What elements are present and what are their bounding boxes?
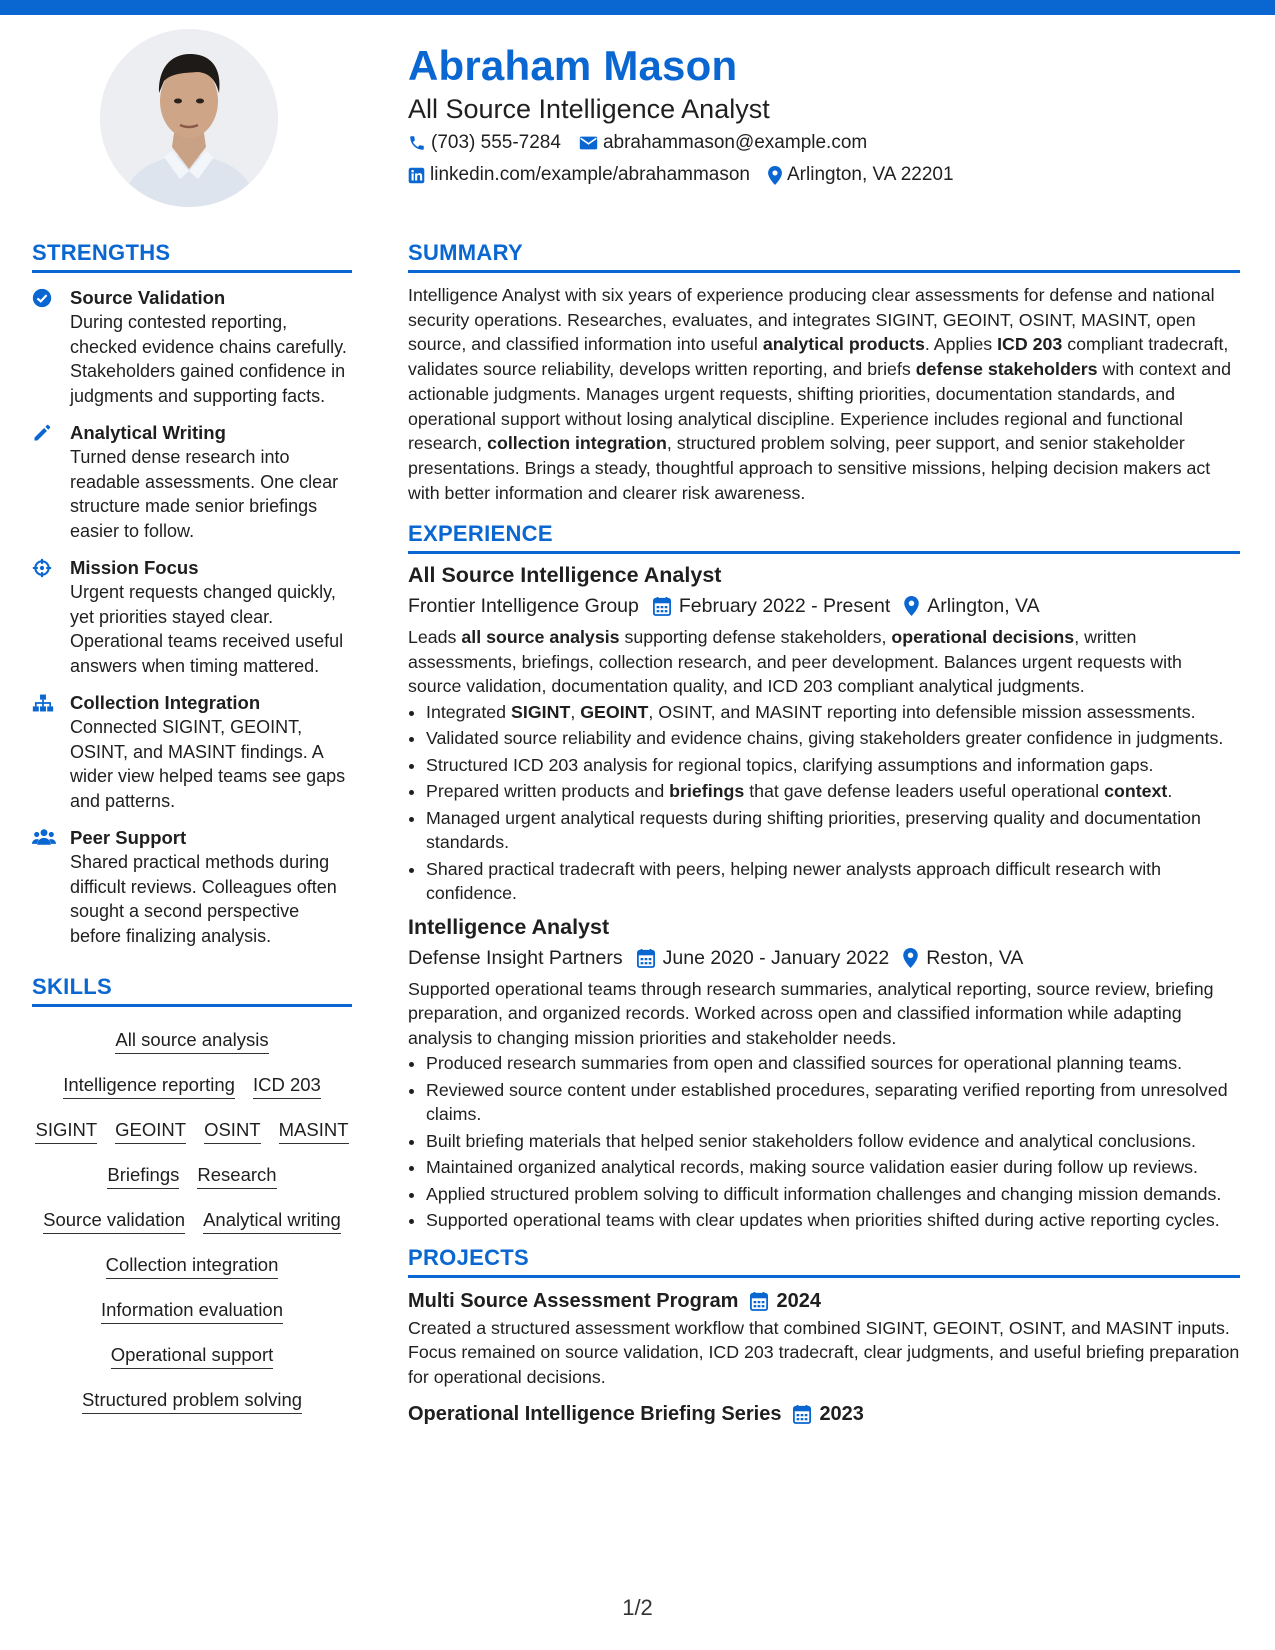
- project-year: 2024: [776, 1289, 821, 1312]
- bullet-item: [426, 1078, 1240, 1127]
- skill-tag: Intelligence reporting: [63, 1074, 235, 1099]
- skill-tag: Analytical writing: [203, 1209, 341, 1234]
- job-description: [408, 625, 1240, 699]
- projects-heading: PROJECTS: [408, 1243, 1240, 1278]
- users-icon: [32, 828, 56, 846]
- skill-tag: OSINT: [204, 1119, 261, 1144]
- text-run: , OSINT, and MASINT reporting into defensible mission assessments.: [648, 701, 1196, 722]
- skill-tag: Structured problem solving: [82, 1389, 302, 1414]
- skill-tag: ICD 203: [253, 1074, 321, 1099]
- skill-row: [32, 1109, 352, 1154]
- strength-item: [32, 285, 352, 408]
- strength-title: Source Validation: [70, 287, 226, 308]
- strength-title: Collection Integration: [70, 692, 261, 713]
- skill-row: [32, 1334, 352, 1379]
- bold-text: defense stakeholders: [915, 359, 1098, 380]
- calendar-icon: [637, 948, 655, 968]
- calendar-icon: [653, 596, 671, 616]
- header: [408, 40, 1238, 190]
- project-description: Created a structured assessment workflow that combined SIGINT, GEOINT, OSINT, and MASINT inputs. Focus remained on source validation, ICD 203 tradecraft, clear judgments, and useful briefing preparation for operational decisions.: [408, 1317, 1240, 1387]
- job-meta: [408, 943, 1240, 973]
- bold-text: context: [1104, 781, 1168, 802]
- text-run: Built briefing materials that helped senior stakeholders follow evidence and analytical conclusions.: [426, 1130, 1196, 1151]
- top-accent-bar: [0, 0, 1275, 15]
- job-title: All Source Intelligence Analyst: [408, 563, 722, 588]
- bullet-item: [426, 700, 1240, 725]
- bold-text: operational decisions: [891, 627, 1075, 648]
- bold-text: ICD 203: [997, 334, 1063, 355]
- bold-text: SIGINT: [511, 701, 571, 722]
- map-pin-icon: [768, 166, 782, 185]
- bullet-item: [426, 806, 1240, 855]
- bullet-item: [426, 1182, 1240, 1207]
- skill-tag: SIGINT: [35, 1119, 97, 1144]
- phone-text: (703) 555-7284: [431, 132, 561, 153]
- strength-desc: Connected SIGINT, GEOINT, OSINT, and MASINT findings. A wider view helped teams see gaps and patterns.: [70, 717, 346, 811]
- skill-row: [32, 1064, 352, 1109]
- strength-desc: Urgent requests changed quickly, yet priorities stayed clear. Operational teams received useful answers when timing mattered.: [70, 582, 344, 676]
- text-run: Supported operational teams through research summaries, analytical reporting, source review, briefing preparation, and organized records. Worked across open and classified information while adapting analysis to changing mission priorities and stakeholder needs.: [408, 978, 1214, 1048]
- job-dates: February 2022 - Present: [678, 595, 891, 618]
- sitemap-icon: [32, 693, 54, 713]
- strength-desc: During contested reporting, checked evidence chains carefully. Stakeholders gained confidence in judgments and supporting facts.: [70, 312, 347, 406]
- text-run: , structured problem solving, peer support, and senior stakeholder presentations. Brings a steady, thoughtful approach to sensitive missions, helping decision makers act with better information and clearer risk awareness.: [408, 433, 1211, 503]
- envelope-icon: [579, 135, 598, 151]
- skill-tag: Operational support: [111, 1344, 274, 1369]
- job-description: [408, 977, 1240, 1051]
- skills-list: [32, 1019, 352, 1424]
- text-run: Prepared written products and: [426, 781, 670, 802]
- phone-contact[interactable]: [408, 128, 561, 158]
- job-company: Defense Insight Partners: [408, 946, 623, 969]
- job-company: Frontier Intelligence Group: [408, 595, 639, 618]
- email-contact[interactable]: [579, 128, 867, 158]
- text-run: Maintained organized analytical records, making source validation easier during follow up reviews.: [426, 1157, 1198, 1178]
- summary-heading: SUMMARY: [408, 238, 1240, 273]
- text-run: Integrated: [426, 701, 512, 722]
- strength-title: Peer Support: [70, 827, 187, 848]
- candidate-title: All Source Intelligence Analyst: [408, 94, 770, 124]
- strength-item: [32, 420, 352, 543]
- strength-desc: Turned dense research into readable assessments. One clear structure made senior briefings easier to follow.: [70, 447, 339, 541]
- check-circle-icon: [32, 288, 52, 308]
- linkedin-text: linkedin.com/example/abrahammason: [430, 164, 750, 185]
- project-title: Multi Source Assessment Program: [408, 1289, 739, 1312]
- contact-row-2: [408, 160, 1238, 190]
- text-run: Intelligence Analyst with six years of experience producing clear assessments for defense and national security operations. Researches, evaluates, and integrates SIGINT, GEOINT, OSINT, MASINT, open source, and classified information into useful: [408, 285, 1215, 355]
- strength-item: [32, 555, 352, 678]
- text-run: Leads: [408, 627, 462, 648]
- project-entry: [408, 1286, 1240, 1390]
- text-run: Validated source reliability and evidence chains, giving stakeholders greater confidence in judgments.: [426, 728, 1224, 749]
- skill-tag: Source validation: [43, 1209, 185, 1234]
- job-dates: June 2020 - January 2022: [662, 946, 890, 969]
- text-run: ,: [570, 701, 581, 722]
- text-run: that gave defense leaders useful operational: [744, 781, 1105, 802]
- calendar-icon: [793, 1404, 811, 1424]
- job-title: Intelligence Analyst: [408, 914, 610, 939]
- email-text: abrahammason@example.com: [602, 132, 868, 153]
- text-run: Produced research summaries from open and classified sources for operational planning teams.: [426, 1053, 1183, 1074]
- skill-tag: Information evaluation: [101, 1299, 283, 1324]
- skill-tag: GEOINT: [115, 1119, 186, 1144]
- strength-title: Analytical Writing: [70, 422, 226, 443]
- bullet-item: [426, 726, 1240, 751]
- location-text: Arlington, VA 22201: [787, 164, 954, 185]
- page-number: 1/2: [622, 1595, 653, 1620]
- strength-title: Mission Focus: [70, 557, 199, 578]
- text-run: Applied structured problem solving to difficult information challenges and changing mission demands.: [426, 1183, 1222, 1204]
- bold-text: briefings: [669, 781, 745, 802]
- text-run: compliant tradecraft, validates source reliability, develops written reporting, and briefs: [408, 334, 1229, 380]
- job-entry: [408, 560, 1240, 906]
- text-run: with context and actionable judgments. Manages urgent requests, shifting priorities, documentation standards, and operational support without losing analytical discipline. Experience includes regional and functional research,: [408, 359, 1231, 454]
- summary-text: [408, 283, 1240, 505]
- profile-photo: [100, 29, 278, 207]
- linkedin-icon: [408, 167, 425, 184]
- bullet-item: [426, 1208, 1240, 1233]
- skill-row: [32, 1019, 352, 1064]
- skill-tag: Briefings: [107, 1164, 179, 1189]
- crosshair-icon: [32, 558, 52, 578]
- bullet-item: [426, 1155, 1240, 1180]
- text-run: . Applies: [924, 334, 998, 355]
- text-run: , written assessments, briefings, collection research, and peer development. Balances urgent requests with source validation, documentation quality, and ICD 203 compliant analytical judgments.: [408, 627, 1182, 697]
- job-location: Reston, VA: [926, 946, 1024, 969]
- text-run: Reviewed source content under established procedures, separating verified reporting from unresolved claims.: [426, 1079, 1228, 1125]
- skill-tag: Research: [197, 1164, 276, 1189]
- job-meta: [408, 591, 1240, 621]
- skills-heading: SKILLS: [32, 972, 352, 1007]
- bold-text: analytical products: [762, 334, 925, 355]
- job-bullets: [408, 1051, 1240, 1233]
- bold-text: collection integration: [487, 433, 667, 454]
- job-location: Arlington, VA: [927, 595, 1040, 618]
- right-column: [408, 238, 1240, 1429]
- project-title: Operational Intelligence Briefing Series: [408, 1403, 782, 1426]
- text-run: .: [1167, 781, 1173, 802]
- map-pin-icon: [903, 948, 918, 968]
- project-title-row: [408, 1286, 1240, 1316]
- text-run: supporting defense stakeholders,: [619, 627, 892, 648]
- text-run: Shared practical tradecraft with peers, helping newer analysts approach difficult research with confidence.: [426, 858, 1162, 904]
- location-contact: [768, 160, 954, 190]
- linkedin-contact[interactable]: [408, 160, 750, 190]
- bullet-item: [426, 1129, 1240, 1154]
- bullet-item: [426, 753, 1240, 778]
- text-run: Managed urgent analytical requests during shifting priorities, preserving quality and documentation standards.: [426, 807, 1201, 853]
- project-entry: [408, 1399, 1240, 1429]
- experience-heading: EXPERIENCE: [408, 519, 1240, 554]
- strength-item: [32, 825, 352, 948]
- skill-row: [32, 1199, 352, 1244]
- project-title-row: [408, 1399, 1240, 1429]
- strengths-heading: STRENGTHS: [32, 238, 352, 273]
- bold-text: all source analysis: [461, 627, 620, 648]
- skill-row: [32, 1289, 352, 1334]
- job-bullets: [408, 700, 1240, 906]
- skill-row: [32, 1379, 352, 1424]
- left-column: [32, 238, 352, 1424]
- job-entry: [408, 912, 1240, 1233]
- skill-tag: MASINT: [279, 1119, 349, 1144]
- text-run: Supported operational teams with clear updates when priorities shifted during active reporting cycles.: [426, 1210, 1220, 1231]
- candidate-name: Abraham Mason: [408, 42, 738, 89]
- project-year: 2023: [819, 1403, 864, 1426]
- skill-tag: All source analysis: [115, 1029, 268, 1054]
- text-run: Structured ICD 203 analysis for regional topics, clarifying assumptions and information gaps.: [426, 754, 1154, 775]
- skill-row: [32, 1244, 352, 1289]
- strength-item: [32, 690, 352, 813]
- calendar-icon: [750, 1291, 768, 1311]
- phone-icon: [408, 134, 426, 152]
- bullet-item: [426, 857, 1240, 906]
- bold-text: GEOINT: [580, 701, 649, 722]
- bullet-item: [426, 779, 1240, 804]
- contact-row-1: [408, 128, 1238, 158]
- pencil-icon: [32, 423, 52, 443]
- bullet-item: [426, 1051, 1240, 1076]
- skill-tag: Collection integration: [106, 1254, 279, 1279]
- skill-row: [32, 1154, 352, 1199]
- strength-desc: Shared practical methods during difficult reviews. Colleagues often sought a second perspective before finalizing analysis.: [70, 852, 337, 946]
- map-pin-icon: [904, 596, 919, 616]
